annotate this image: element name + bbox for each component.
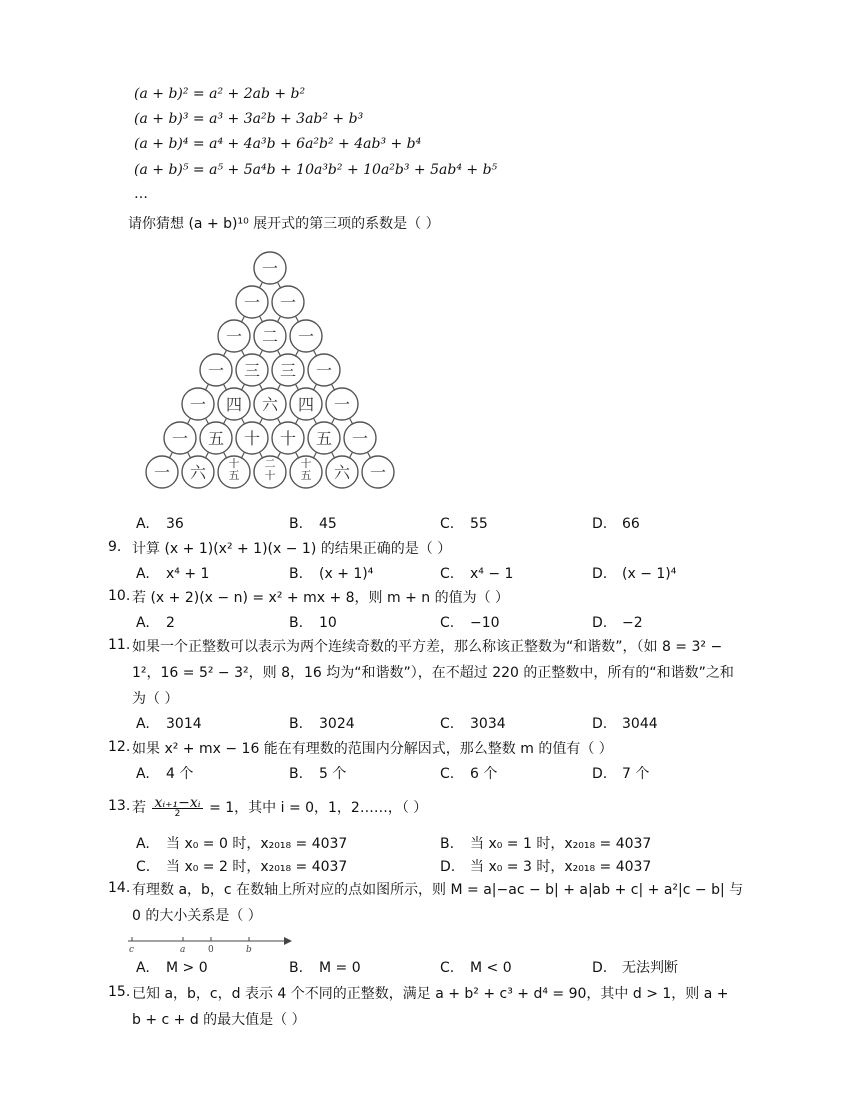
- q8-option-a[interactable]: A. 36: [136, 516, 184, 532]
- triangle-node-label: 三: [279, 361, 297, 380]
- q12-number: 12.: [108, 739, 131, 755]
- expansion-line: (a + b)³ = a³ + 3a²b + 3ab² + b³: [134, 111, 364, 127]
- q14-option-b[interactable]: B. M = 0: [289, 960, 361, 976]
- triangle-node-label: 五: [207, 429, 225, 448]
- triangle-node-label: 三: [243, 361, 261, 380]
- axis-label-zero: 0: [208, 945, 214, 954]
- triangle-node-label: 六: [333, 463, 351, 482]
- q15-number: 15.: [108, 984, 131, 1000]
- triangle-node-label: 二: [264, 457, 276, 470]
- q9-option-a[interactable]: A. x⁴ + 1: [136, 566, 210, 582]
- triangle-node-label: 十: [264, 469, 276, 482]
- q12-option-b[interactable]: B. 5 个: [289, 766, 347, 782]
- triangle-node-label: 十: [279, 429, 297, 448]
- q15-line-2: b + c + d 的最大值是（ ）: [132, 1012, 306, 1028]
- q14-line-1: 有理数 a，b，c 在数轴上所对应的点如图所示，则 M = a|−ac − b| + a|ab + c| + a²|c − b| 与: [132, 882, 744, 898]
- q13-option-a[interactable]: A. 当 x₀ = 0 时，x₂₀₁₈ = 4037: [136, 836, 348, 852]
- q14-option-a[interactable]: A. M > 0: [136, 960, 208, 976]
- q11-number: 11.: [108, 637, 131, 653]
- q13-fraction: $\frac{\text{xᵢ₊₁−xᵢ}}{2}$: [154, 794, 201, 819]
- q13-option-b[interactable]: B. 当 x₀ = 1 时，x₂₀₁₈ = 4037: [440, 836, 652, 852]
- q12-option-c[interactable]: C. 6 个: [440, 766, 498, 782]
- pascal-triangle-figure: [136, 250, 396, 500]
- triangle-node-label: 六: [189, 463, 207, 482]
- q12-option-a[interactable]: A. 4 个: [136, 766, 194, 782]
- triangle-node-label: 一: [351, 429, 369, 448]
- triangle-node-label: 一: [225, 327, 243, 346]
- triangle-node-label: 十: [228, 457, 240, 470]
- axis-label-a: a: [180, 945, 186, 954]
- triangle-node-label: 一: [297, 327, 315, 346]
- triangle-node-label: 一: [369, 463, 387, 482]
- q9-option-d[interactable]: D. (x − 1)⁴: [592, 566, 677, 582]
- triangle-node-label: 一: [153, 463, 171, 482]
- triangle-node-label: 二: [261, 327, 279, 346]
- triangle-node-label: 六: [261, 395, 279, 414]
- q10-option-b[interactable]: B. 10: [289, 615, 337, 631]
- triangle-node-label: 一: [279, 293, 297, 312]
- q10-option-c[interactable]: C. −10: [440, 615, 500, 631]
- expansion-line: (a + b)⁴ = a⁴ + 4a³b + 6a²b² + 4ab³ + b⁴: [134, 136, 422, 152]
- triangle-node-label: 五: [315, 429, 333, 448]
- q11-line-1: 如果一个正整数可以表示为两个连续奇数的平方差，那么称该正整数为“和谐数”，（如 8 = 3² −: [132, 639, 723, 655]
- triangle-node-label: 一: [207, 361, 225, 380]
- triangle-node-label: 四: [225, 395, 243, 414]
- expansion-line: (a + b)² = a² + 2ab + b²: [134, 86, 306, 102]
- number-line-figure: [126, 932, 296, 954]
- q10-number: 10.: [108, 588, 131, 604]
- q9-number: 9.: [108, 539, 122, 555]
- triangle-node-label: 十: [243, 429, 261, 448]
- triangle-node-label: 一: [171, 429, 189, 448]
- triangle-node-label: 一: [243, 293, 261, 312]
- triangle-node-label: 四: [297, 395, 315, 414]
- q10-option-a[interactable]: A. 2: [136, 615, 175, 631]
- q11-line-3: 为（ ）: [132, 691, 179, 707]
- q12-option-d[interactable]: D. 7 个: [592, 766, 650, 782]
- q14-number: 14.: [108, 880, 131, 896]
- q15-line-1: 已知 a，b，c，d 表示 4 个不同的正整数，满足 a + b² + c³ + d⁴ = 90，其中 d > 1，则 a +: [132, 986, 729, 1002]
- axis-label-c: c: [129, 945, 135, 954]
- q9-stem: 计算 (x + 1)(x² + 1)(x − 1) 的结果正确的是（ ）: [132, 541, 452, 557]
- q8-option-c[interactable]: C. 55: [440, 516, 488, 532]
- axis-label-b: b: [246, 945, 252, 954]
- q10-option-d[interactable]: D. −2: [592, 615, 643, 631]
- triangle-node-label: 一: [315, 361, 333, 380]
- q11-option-a[interactable]: A. 3014: [136, 716, 202, 732]
- q8-stem: 请你猜想 (a + b)¹⁰ 展开式的第三项的系数是（ ）: [128, 216, 440, 232]
- q13-number: 13.: [108, 798, 131, 814]
- triangle-node-label: 一: [261, 259, 279, 278]
- triangle-node-label: 十: [300, 457, 312, 470]
- q9-option-c[interactable]: C. x⁴ − 1: [440, 566, 514, 582]
- q8-option-b[interactable]: B. 45: [289, 516, 337, 532]
- q14-option-c[interactable]: C. M < 0: [440, 960, 512, 976]
- q11-line-2: 1²，16 = 5² − 3²，则 8，16 均为“和谐数”），在不超过 220 的正整数中，所有的“和谐数”之和: [132, 665, 734, 681]
- expansion-line: (a + b)⁵ = a⁵ + 5a⁴b + 10a³b² + 10a²b³ + 5ab⁴ + b⁵: [134, 162, 498, 178]
- q13-stem: 若 $\frac{\text{xᵢ₊₁−xᵢ}}{2}$ = 1，其中 i = 0，1，2……，（ ）: [132, 794, 428, 819]
- triangle-node-label: 一: [333, 395, 351, 414]
- q13-option-d[interactable]: D. 当 x₀ = 3 时，x₂₀₁₈ = 4037: [440, 859, 652, 875]
- q14-line-2: 0 的大小关系是（ ）: [132, 908, 262, 924]
- triangle-node-label: 五: [228, 469, 240, 482]
- q12-stem: 如果 x² + mx − 16 能在有理数的范围内分解因式，那么整数 m 的值有（ ）: [132, 741, 613, 757]
- q10-stem: 若 (x + 2)(x − n) = x² + mx + 8，则 m + n 的值为（ ）: [132, 590, 510, 606]
- q11-option-d[interactable]: D. 3044: [592, 716, 658, 732]
- q8-option-d[interactable]: D. 66: [592, 516, 640, 532]
- q11-option-c[interactable]: C. 3034: [440, 716, 506, 732]
- q9-option-b[interactable]: B. (x + 1)⁴: [289, 566, 374, 582]
- triangle-node-label: 五: [300, 469, 312, 482]
- q14-option-d[interactable]: D. 无法判断: [592, 960, 678, 976]
- q13-option-c[interactable]: C. 当 x₀ = 2 时，x₂₀₁₈ = 4037: [136, 859, 348, 875]
- q11-option-b[interactable]: B. 3024: [289, 716, 355, 732]
- triangle-node-label: 一: [189, 395, 207, 414]
- expansion-ellipsis: …: [134, 186, 148, 202]
